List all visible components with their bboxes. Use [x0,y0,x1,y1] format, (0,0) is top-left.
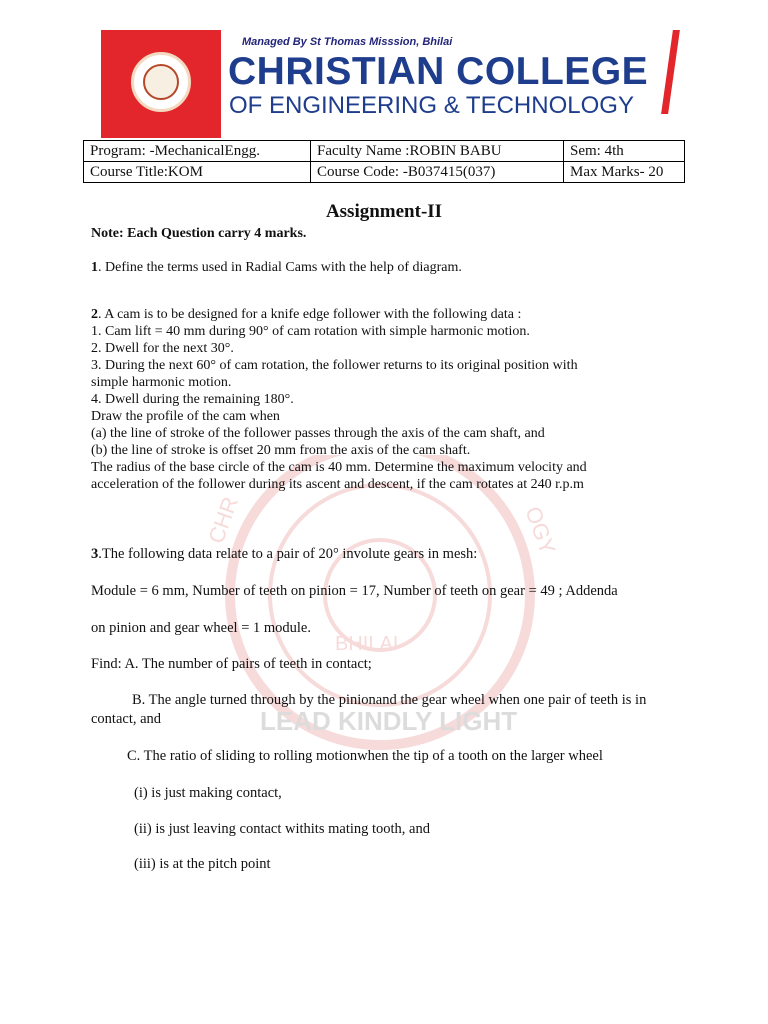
watermark-ring-right-text: OGY [520,503,561,558]
course-info-table [83,140,685,183]
question-number: 3 [91,546,99,562]
managed-by-text: Managed By St Thomas Misssion, Bhilai [242,36,453,48]
question-3-find-a: Find: A. The number of pairs of teeth in contact; [91,656,372,672]
watermark-motto-text: LEAD KINDLY LIGHT [260,706,518,736]
course-code-cell: Course Code: -B037415(037) [311,162,564,183]
assignment-title: Assignment-II [325,201,443,222]
question-2-line: 3. During the next 60° of cam rotation, the follower returns to its original position with [91,358,578,373]
question-text: . Define the terms used in Radial Cams with the help of diagram. [98,260,462,275]
marks-note: Note: Each Question carry 4 marks. [91,226,307,241]
question-3-sub-ii: (ii) is just leaving contact withits mating tooth, and [134,821,430,837]
question-2-line: Draw the profile of the cam when [91,409,280,424]
question-3-sub-i: (i) is just making contact, [134,785,282,801]
table-row [84,162,685,183]
question-2-line: acceleration of the follower during its ascent and descent, if the cam rotates at 240 r.p.m [91,477,584,492]
question-number: 2 [91,307,98,322]
max-marks-cell: Max Marks- 20 [564,162,685,183]
watermark-ring-left-text: CHR [203,493,244,547]
question-3-find-c: C. The ratio of sliding to rolling motionwhen the tip of a tooth on the larger wheel [127,748,603,764]
question-2-line: 4. Dwell during the remaining 180°. [91,392,294,407]
question-2-line: simple harmonic motion. [91,375,232,390]
header-accent-bar [661,30,680,114]
college-seal-icon [131,52,191,112]
question-text: . A cam is to be designed for a knife edge follower with the following data : [98,307,522,322]
question-text: .The following data relate to a pair of 20° involute gears in mesh: [98,546,478,562]
table-row [84,141,685,162]
question-number: 1 [91,260,98,275]
college-logo [101,30,221,138]
question-3-data: Module = 6 mm, Number of teeth on pinion = 17, Number of teeth on gear = 49 ; Addenda [91,583,618,599]
program-cell: Program: -MechanicalEngg. [84,141,311,162]
question-3-sub-iii: (iii) is at the pitch point [134,856,271,872]
question-3-find-b-cont: contact, and [91,711,162,727]
faculty-cell: Faculty Name :ROBIN BABU [311,141,564,162]
question-2-line: (a) the line of stroke of the follower passes through the axis of the cam shaft, and [91,426,545,441]
question-3-find-b: B. The angle turned through by the pinionand the gear wheel when one pair of teeth is in [132,692,647,708]
course-title-cell: Course Title:KOM [84,162,311,183]
question-3 [91,546,477,563]
question-1 [91,260,462,276]
college-name-line1: CHRISTIAN COLLEGE [228,50,649,93]
question-2-line: 1. Cam lift = 40 mm during 90° of cam rotation with simple harmonic motion. [91,324,530,339]
college-header [0,0,768,140]
question-2-line: (b) the line of stroke is offset 20 mm from the axis of the cam shaft. [91,443,471,458]
question-3-data: on pinion and gear wheel = 1 module. [91,620,311,636]
semester-cell: Sem: 4th [564,141,685,162]
college-name-line2: OF ENGINEERING & TECHNOLOGY [229,92,634,119]
question-2-line: The radius of the base circle of the cam is 40 mm. Determine the maximum velocity and [91,460,587,475]
question-2 [91,307,521,323]
watermark-city-text: BHILAI [335,633,399,655]
question-2-line: 2. Dwell for the next 30°. [91,341,234,356]
